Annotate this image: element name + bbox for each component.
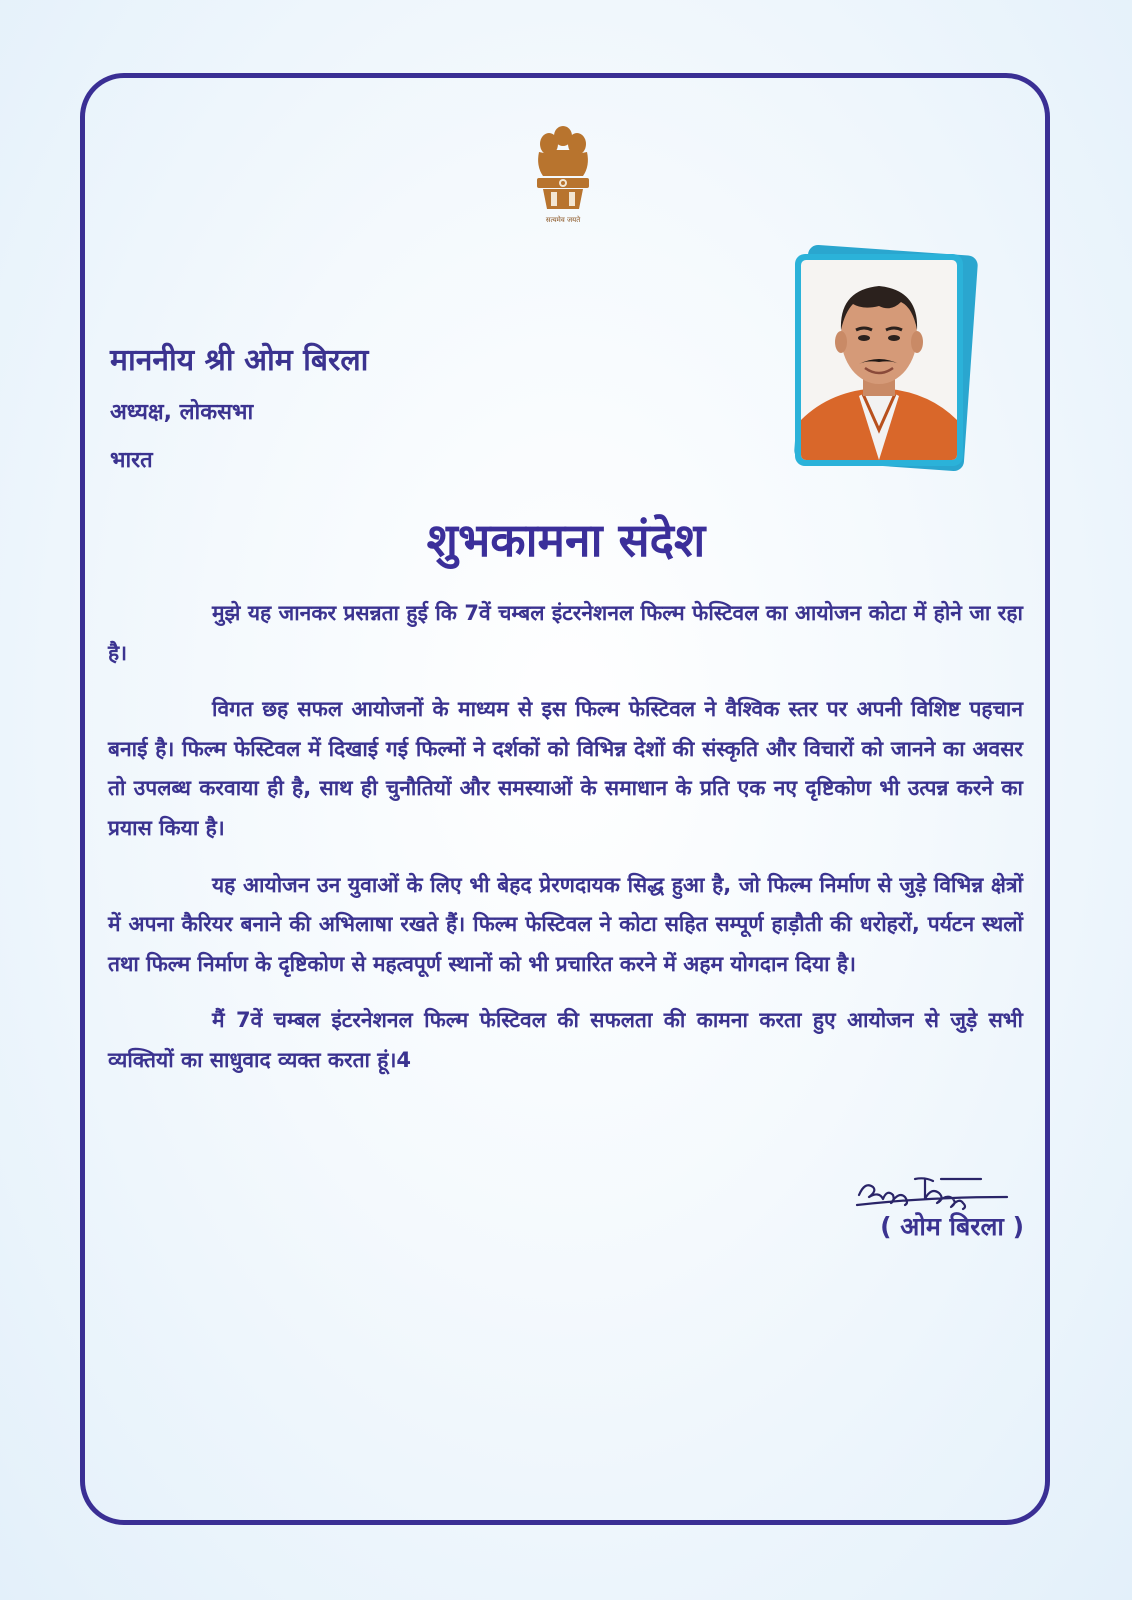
message-body [108, 594, 1023, 1098]
handwritten-signature [855, 1165, 1015, 1213]
paragraph: मैं 7वें चम्बल इंटरनेशनल फिल्म फेस्टिवल की सफलता की कामना करता हुए आयोजन से जुड़े सभी व्यक्तियों का साधुवाद व्यक्त करता हूं।4 [108, 1008, 1023, 1072]
message-heading: शुभकामना संदेश [426, 513, 706, 567]
paragraph: यह आयोजन उन युवाओं के लिए भी बेहद प्रेरणदायक सिद्ध हुआ है, जो फिल्म निर्माण से जुड़े विभिन्न क्षेत्रों में अपना कैरियर बनाने की अभिलाषा रखते हैं। फिल्म फेस्टिवल ने कोटा सहित सम्पूर्ण हाड़ौती की धरोहरों, पर्यटन स्थलों तथा फिल्म निर्माण के दृष्टिकोण से महत्वपूर्ण स्थानों को भी प्रचारित करने में अहम योगदान दिया है। [108, 872, 1023, 976]
emblem-motto: सत्यमेव जयते [545, 216, 581, 224]
national-emblem-icon [531, 122, 595, 232]
paragraph: मुझे यह जानकर प्रसन्नता हुई कि 7वें चम्बल इंटरनेशनल फिल्म फेस्टिवल का आयोजन कोटा में होने जा रहा है। [108, 601, 1023, 665]
signatory-name: ( ओम बिरला ) [880, 1212, 1024, 1241]
person-country: भारत [110, 448, 153, 473]
person-designation: अध्यक्ष, लोकसभा [110, 400, 254, 425]
portrait-photo [795, 246, 975, 472]
paragraph: विगत छह सफल आयोजनों के माध्यम से इस फिल्म फेस्टिवल ने वैश्विक स्तर पर अपनी विशिष्ट पहचान बनाई है। फिल्म फेस्टिवल में दिखाई गई फिल्मों ने दर्शकों को विभिन्न देशों की संस्कृति और विचारों को जानने का अवसर तो उपलब्ध करवाया ही है, साथ ही चुनौतियों और समस्याओं के समाधान के प्रति एक नए दृष्टिकोण भी उत्पन्न करने का प्रयास किया है। [108, 697, 1023, 840]
person-name: माननीय श्री ओम बिरला [110, 343, 369, 378]
photo-frame [795, 254, 963, 466]
portrait-image [801, 260, 957, 460]
